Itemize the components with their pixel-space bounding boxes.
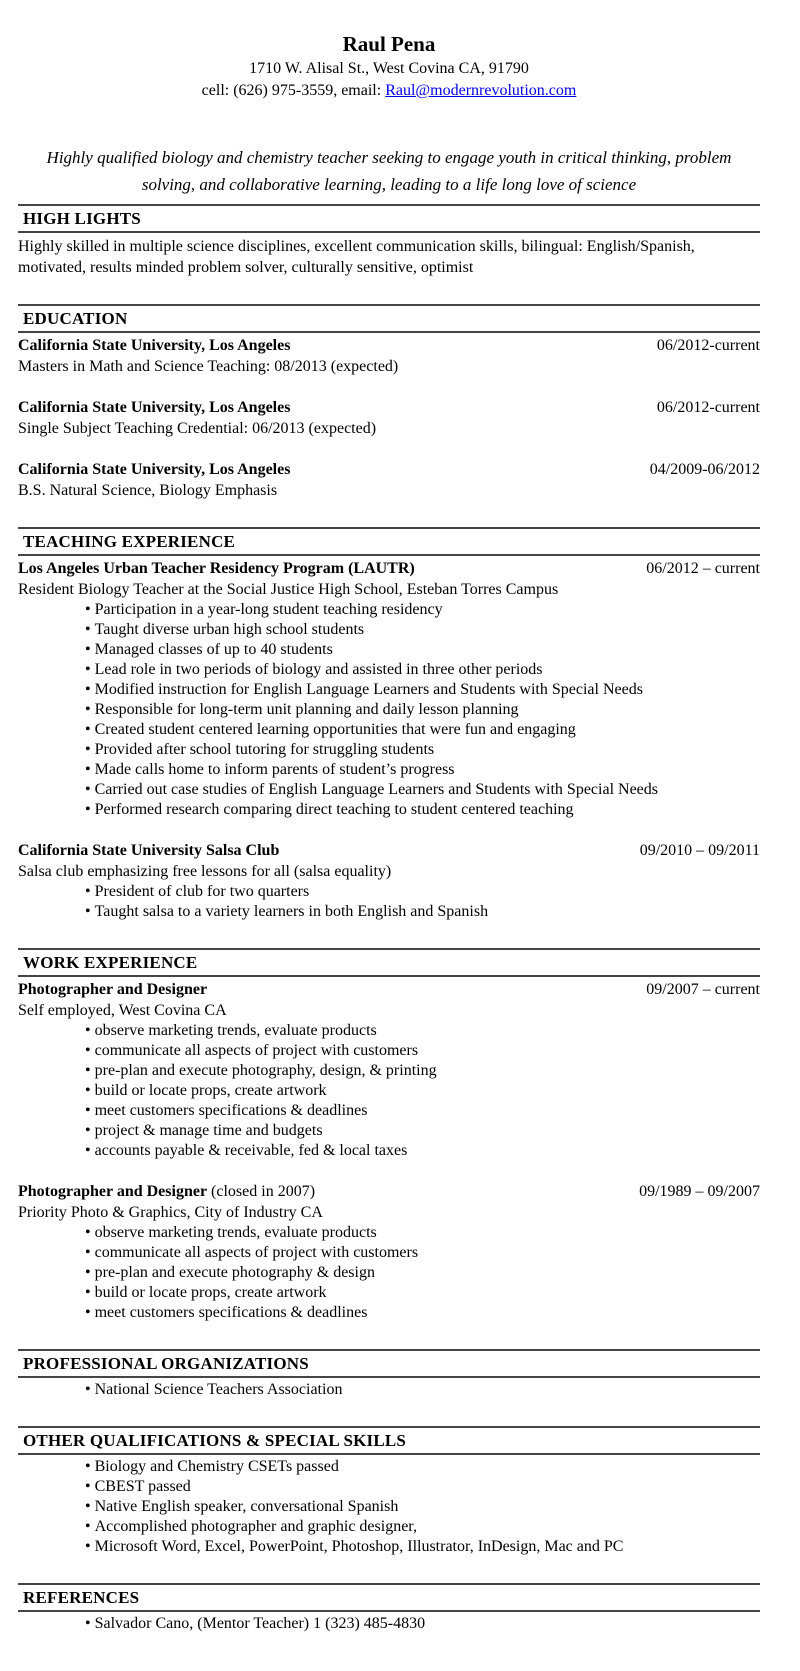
entry-title: California State University, Los Angeles	[18, 399, 291, 416]
bullet-item: • Carried out case studies of English Language Learners and Students with Special Needs	[18, 780, 760, 800]
resume-sections	[18, 204, 760, 1634]
entry-header-row	[18, 335, 760, 356]
entry-subtitle: Resident Biology Teacher at the Social Justice High School, Esteban Torres Campus	[18, 581, 559, 598]
resume-section-education	[18, 304, 760, 501]
bullet-item: • Performed research comparing direct teaching to student centered teaching	[18, 800, 760, 820]
bullet-item: • Responsible for long-term unit planning and daily lesson planning	[18, 700, 760, 720]
resume-section-other-qualifications	[18, 1426, 760, 1557]
bullet-item: • build or locate props, create artwork	[18, 1081, 760, 1101]
entry-date: 04/2009-06/2012	[649, 461, 760, 478]
entry	[18, 558, 760, 820]
address-line: 1710 W. Alisal St., West Covina CA, 91790	[249, 60, 529, 77]
entry-subtitle: Masters in Math and Science Teaching: 08/2013 (expected)	[18, 358, 399, 375]
bullet-item: • Accomplished photographer and graphic designer,	[18, 1517, 760, 1537]
bullet-item: • build or locate props, create artwork	[18, 1283, 760, 1303]
bullet-item: • Managed classes of up to 40 students	[18, 640, 760, 660]
entry-subtitle: Self employed, West Covina CA	[18, 1002, 227, 1019]
entry-title: Photographer and Designer	[18, 981, 208, 998]
resume-section-teaching-experience	[18, 527, 760, 922]
bullet-item: • Participation in a year-long student teaching residency	[18, 600, 760, 620]
entry-title-wrap	[18, 979, 207, 1000]
section-paragraph: Highly skilled in multiple science disciplines, excellent communication skills, bilingual: English/Spanish, motivated, results minded problem solver, culturally sensitive, optimist	[18, 238, 695, 276]
person-name: Raul Pena	[342, 32, 436, 56]
entry-title: Los Angeles Urban Teacher Residency Program (LAUTR)	[18, 560, 415, 577]
entry	[18, 335, 760, 377]
entry-title-wrap	[18, 558, 415, 579]
entry-date: 06/2012-current	[656, 337, 760, 354]
bullet-item: • pre-plan and execute photography & design	[18, 1263, 760, 1283]
bullet-item: • Taught diverse urban high school students	[18, 620, 760, 640]
section-heading-education: EDUCATION	[18, 304, 760, 333]
entry-title: California State University Salsa Club	[18, 842, 280, 859]
entry-header-row	[18, 558, 760, 579]
bullet-item: • Biology and Chemistry CSETs passed	[18, 1457, 760, 1477]
entry	[18, 840, 760, 922]
bullet-item: • project & manage time and budgets	[18, 1121, 760, 1141]
bullet-item: • Lead role in two periods of biology and assisted in three other periods	[18, 660, 760, 680]
section-body-references	[18, 1612, 760, 1634]
bullet-item: • Modified instruction for English Language Learners and Students with Special Needs	[18, 680, 760, 700]
entry-date: 06/2012-current	[656, 399, 760, 416]
entry-title-wrap	[18, 335, 290, 356]
entry	[18, 459, 760, 501]
entry-header-row	[18, 397, 760, 418]
bullet-item: • pre-plan and execute photography, design, & printing	[18, 1061, 760, 1081]
bullet-item: • Microsoft Word, Excel, PowerPoint, Photoshop, Illustrator, InDesign, Mac and PC	[18, 1537, 760, 1557]
entry	[18, 1380, 760, 1400]
section-heading-highlights: HIGH LIGHTS	[18, 204, 760, 233]
bullet-item: • Native English speaker, conversational Spanish	[18, 1497, 760, 1517]
section-body-teaching-experience	[18, 556, 760, 922]
bullet-item: • Made calls home to inform parents of student’s progress	[18, 760, 760, 780]
resume-section-work-experience	[18, 948, 760, 1323]
bullet-item: • Created student centered learning opportunities that were fun and engaging	[18, 720, 760, 740]
bullet-item: • Taught salsa to a variety learners in both English and Spanish	[18, 902, 760, 922]
bullet-item: • Salvador Cano, (Mentor Teacher) 1 (323) 485-4830	[18, 1614, 760, 1634]
entry-title-wrap	[18, 840, 279, 861]
bullet-item: • meet customers specifications & deadlines	[18, 1303, 760, 1323]
entry-subtitle: B.S. Natural Science, Biology Emphasis	[18, 482, 278, 499]
bullet-item: • CBEST passed	[18, 1477, 760, 1497]
resume-section-references	[18, 1583, 760, 1634]
section-body-professional-organizations	[18, 1378, 760, 1400]
bullet-item: • President of club for two quarters	[18, 882, 760, 902]
objective-statement: Highly qualified biology and chemistry teacher seeking to engage youth in critical thinking, problem solving, and collaborative learning, leading to a life long love of science	[46, 148, 732, 194]
bullet-item: • communicate all aspects of project with customers	[18, 1041, 760, 1061]
section-heading-professional-organizations: PROFESSIONAL ORGANIZATIONS	[18, 1349, 760, 1378]
entry-title: Photographer and Designer	[18, 1183, 208, 1200]
entry-date: 09/2010 – 09/2011	[639, 842, 760, 859]
entry	[18, 397, 760, 439]
entry	[18, 1181, 760, 1323]
entry-title: California State University, Los Angeles	[18, 337, 291, 354]
bullet-item: • communicate all aspects of project with customers	[18, 1243, 760, 1263]
entry-title: California State University, Los Angeles	[18, 461, 291, 478]
entry	[18, 979, 760, 1161]
resume-section-professional-organizations	[18, 1349, 760, 1400]
entry-header-row	[18, 1181, 760, 1202]
entry-subtitle: Single Subject Teaching Credential: 06/2013 (expected)	[18, 420, 377, 437]
entry-title-wrap	[18, 1181, 315, 1202]
section-body-education	[18, 333, 760, 501]
section-heading-other-qualifications: OTHER QUALIFICATIONS & SPECIAL SKILLS	[18, 1426, 760, 1455]
section-heading-teaching-experience: TEACHING EXPERIENCE	[18, 527, 760, 556]
section-heading-references: REFERENCES	[18, 1583, 760, 1612]
entry-header-row	[18, 840, 760, 861]
entry-header-row	[18, 979, 760, 1000]
resume-section-highlights	[18, 204, 760, 278]
entry-title-wrap	[18, 459, 290, 480]
entry-subtitle: Salsa club emphasizing free lessons for all (salsa equality)	[18, 863, 392, 880]
bullet-item: • Provided after school tutoring for struggling students	[18, 740, 760, 760]
entry-date: 09/2007 – current	[646, 981, 760, 998]
bullet-item: • meet customers specifications & deadlines	[18, 1101, 760, 1121]
section-body-work-experience	[18, 977, 760, 1323]
bullet-item: • accounts payable & receivable, fed & local taxes	[18, 1141, 760, 1161]
bullet-item: • National Science Teachers Association	[18, 1380, 760, 1400]
bullet-item: • observe marketing trends, evaluate products	[18, 1223, 760, 1243]
contact-prefix: cell: (626) 975-3559, email:	[201, 82, 386, 99]
entry-title-suffix: (closed in 2007)	[207, 1183, 316, 1200]
section-body-other-qualifications	[18, 1455, 760, 1557]
entry-header-row	[18, 459, 760, 480]
bullet-item: • observe marketing trends, evaluate products	[18, 1021, 760, 1041]
entry	[18, 1614, 760, 1634]
entry	[18, 1457, 760, 1557]
contact-line	[18, 80, 760, 102]
entry-date: 06/2012 – current	[646, 560, 760, 577]
entry-subtitle: Priority Photo & Graphics, City of Industry CA	[18, 1204, 323, 1221]
section-body-highlights	[18, 233, 760, 278]
entry-title-wrap	[18, 397, 290, 418]
email-link[interactable]: Raul@modernrevolution.com	[385, 82, 577, 99]
entry-date: 09/1989 – 09/2007	[639, 1183, 760, 1200]
section-heading-work-experience: WORK EXPERIENCE	[18, 948, 760, 977]
